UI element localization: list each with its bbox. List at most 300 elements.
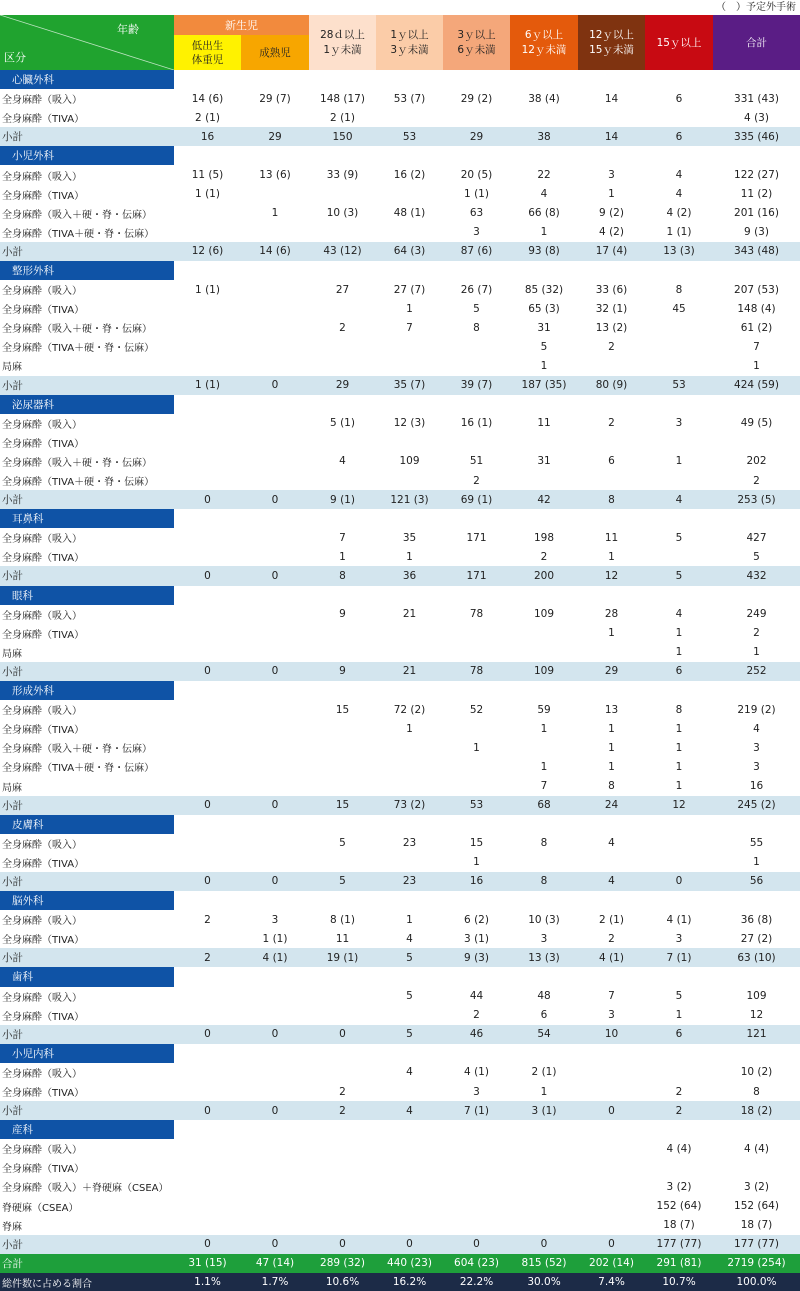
subtotal-row	[0, 376, 800, 395]
subtotal-cell: 93 (8)	[510, 242, 578, 261]
subtotal-cell: 14 (6)	[241, 242, 309, 261]
case-count-cell: 3	[608, 1009, 615, 1022]
case-count-cell: 11 (2)	[740, 188, 773, 201]
anesthesia-type-label: 全身麻酔（吸入＋硬・脊・伝麻）	[2, 744, 152, 756]
case-count-cell	[309, 1197, 376, 1216]
subtotal-cell: 0	[174, 1025, 241, 1044]
case-count-cell: 29 (2)	[460, 92, 493, 105]
department-name: 小児内科	[0, 1044, 174, 1063]
case-count-cell: 2	[339, 321, 346, 334]
table-row	[0, 433, 800, 452]
case-count-cell	[174, 1216, 241, 1235]
anesthesia-type-label: 全身麻酔（吸入）	[2, 1068, 82, 1080]
case-count-cell	[376, 433, 443, 452]
case-count-cell: 9 (2)	[599, 207, 624, 220]
case-count-cell: 9	[339, 608, 346, 621]
case-count-cell	[578, 108, 645, 127]
table-row	[0, 987, 800, 1006]
case-count-cell	[376, 108, 443, 127]
table-row	[0, 471, 800, 490]
ratio-cell: 10.7%	[645, 1273, 713, 1291]
case-count-cell: 35	[402, 531, 417, 544]
department-header-row	[0, 586, 800, 605]
subtotal-row	[0, 1025, 800, 1044]
case-count-cell: 20 (5)	[460, 169, 493, 182]
case-count-cell	[510, 471, 578, 490]
grand-total-cell: 2719 (254)	[713, 1254, 800, 1273]
case-count-cell	[578, 1139, 645, 1158]
case-count-cell: 2	[608, 417, 615, 430]
case-count-cell: 2 (1)	[531, 1066, 557, 1079]
ratio-cell: 7.4%	[578, 1273, 645, 1291]
subtotal-cell: 121	[713, 1025, 800, 1044]
case-count-cell	[174, 452, 241, 471]
case-count-cell: 4 (3)	[744, 111, 769, 124]
case-count-cell: 219 (2)	[737, 703, 776, 716]
case-count-cell: 1	[675, 760, 683, 773]
subtotal-cell: 0	[174, 1101, 241, 1120]
department-header-row	[0, 70, 800, 89]
case-count-cell	[376, 337, 443, 356]
case-count-cell: 6 (2)	[464, 913, 489, 926]
case-count-cell: 1	[540, 722, 548, 735]
subtotal-cell: 63 (10)	[713, 948, 800, 967]
anesthesia-type-label: 局麻	[2, 782, 22, 794]
subtotal-cell: 1 (1)	[174, 376, 241, 395]
case-count-cell: 8	[753, 1085, 760, 1098]
case-count-cell: 109	[746, 990, 767, 1003]
case-count-cell: 1	[540, 1085, 548, 1098]
table-row	[0, 1082, 800, 1101]
subtotal-cell: 12 (6)	[174, 242, 241, 261]
case-count-cell: 52	[469, 703, 484, 716]
department-header-row	[0, 509, 800, 528]
case-count-cell	[174, 414, 241, 433]
case-count-cell: 4 (2)	[666, 207, 692, 220]
case-count-cell: 36 (8)	[740, 913, 773, 926]
subtotal-cell: 200	[510, 566, 578, 585]
case-count-cell: 55	[749, 837, 764, 850]
case-count-cell	[174, 1177, 241, 1196]
case-count-cell: 4 (4)	[666, 1142, 692, 1155]
subtotal-cell: 150	[309, 127, 376, 146]
subtotal-cell: 8	[578, 490, 645, 509]
department-header-spacer	[174, 891, 800, 910]
case-count-cell	[376, 223, 443, 242]
subtotal-cell: 9 (3)	[443, 948, 510, 967]
unplanned-surgery-note: （ ）予定外手術	[716, 2, 796, 13]
case-count-cell: 2	[608, 340, 615, 353]
subtotal-cell: 2	[309, 1101, 376, 1120]
age-group-header-line1: 3ｙ以上	[457, 28, 496, 41]
subtotal-cell: 0	[241, 1101, 309, 1120]
age-group-header-line1: 6ｙ以上	[524, 28, 564, 41]
case-count-cell	[376, 471, 443, 490]
case-count-cell: 1	[608, 627, 615, 640]
anesthesia-type-label: 全身麻酔（TIVA＋硬・脊・伝麻）	[2, 763, 155, 775]
case-count-cell: 45	[672, 302, 686, 315]
case-count-cell: 6	[675, 92, 683, 105]
case-count-cell: 3	[473, 226, 480, 239]
subtotal-cell: 9	[309, 662, 376, 681]
anesthesia-type-label: 全身麻酔（吸入）	[2, 839, 82, 851]
case-count-cell	[713, 1158, 800, 1177]
case-count-cell: 4	[406, 932, 413, 945]
age-group-header-line2: 12ｙ未満	[521, 43, 567, 56]
table-row	[0, 547, 800, 566]
case-count-cell: 3	[271, 913, 279, 926]
subtotal-cell: 12	[645, 796, 713, 815]
anesthesia-type-label: 局麻	[2, 362, 22, 374]
ratio-cell: 100.0%	[713, 1273, 800, 1291]
age-15-over-header: 15ｙ以上	[645, 15, 713, 70]
total-header: 合計	[713, 15, 800, 70]
case-count-cell	[241, 452, 309, 471]
subtotal-cell: 0	[174, 662, 241, 681]
case-count-cell	[376, 1216, 443, 1235]
subtotal-row	[0, 490, 800, 509]
case-count-cell: 61 (2)	[740, 321, 773, 334]
case-count-cell	[376, 738, 443, 757]
department-header-spacer	[174, 681, 800, 700]
anesthesia-type-label: 全身麻酔（TIVA）	[2, 858, 85, 870]
case-count-cell: 1	[675, 722, 683, 735]
case-count-cell: 63	[469, 207, 484, 220]
age-group-header-line1: 12ｙ以上	[589, 28, 634, 41]
case-count-cell: 1 (1)	[195, 188, 220, 201]
case-count-cell: 7	[608, 990, 615, 1003]
case-count-cell	[376, 1139, 443, 1158]
subtotal-cell: 12	[578, 566, 645, 585]
case-count-cell: 48	[537, 990, 551, 1003]
case-count-cell: 65 (3)	[528, 302, 560, 315]
department-header-row	[0, 1120, 800, 1139]
case-count-cell: 4	[675, 188, 683, 201]
case-count-cell: 11 (5)	[191, 169, 224, 182]
anesthesia-type-label: 全身麻酔（TIVA）	[2, 725, 85, 737]
table-row	[0, 528, 800, 547]
subtotal-cell: 0	[443, 1235, 510, 1254]
subtotal-cell: 38	[510, 127, 578, 146]
subtotal-cell: 0	[309, 1235, 376, 1254]
anesthesia-type-label: 全身麻酔（吸入）	[2, 706, 82, 718]
subtotal-row	[0, 662, 800, 681]
subtotal-label: 小計	[0, 566, 174, 585]
case-count-cell	[376, 1082, 443, 1101]
case-count-cell	[174, 757, 241, 776]
case-count-cell: 1 (1)	[464, 188, 489, 201]
subtotal-cell: 252	[713, 662, 800, 681]
subtotal-cell: 0	[376, 1235, 443, 1254]
category-header-label: 区分	[4, 51, 26, 64]
age-group-header-line2: 6ｙ未満	[457, 43, 496, 56]
case-count-cell: 249	[746, 608, 767, 621]
table-row	[0, 165, 800, 184]
case-count-cell	[578, 356, 645, 375]
department-name: 泌尿器科	[0, 395, 174, 414]
case-count-cell: 1	[753, 359, 760, 372]
subtotal-cell: 15	[309, 796, 376, 815]
case-count-cell: 3	[675, 417, 683, 430]
case-count-cell: 32 (1)	[595, 302, 628, 315]
case-count-cell: 152 (64)	[656, 1200, 702, 1213]
case-count-cell	[578, 1197, 645, 1216]
table-row	[0, 643, 800, 662]
case-count-cell: 5	[675, 531, 683, 544]
table-row	[0, 204, 800, 223]
case-count-cell: 4	[540, 188, 548, 201]
table-row	[0, 89, 800, 108]
case-count-cell: 8	[675, 283, 683, 296]
case-count-cell	[241, 624, 309, 643]
case-count-cell	[241, 700, 309, 719]
case-count-cell	[309, 337, 376, 356]
case-count-cell	[443, 776, 510, 795]
case-count-cell: 3	[540, 932, 548, 945]
anesthesia-type-label: 脊硬麻（CSEA）	[2, 1202, 79, 1214]
case-count-cell	[309, 471, 376, 490]
case-count-cell	[376, 624, 443, 643]
case-count-cell	[309, 853, 376, 872]
subtotal-cell: 4	[578, 872, 645, 891]
case-count-cell: 85 (32)	[524, 283, 564, 296]
case-count-cell: 3 (2)	[666, 1180, 692, 1193]
subtotal-cell: 0	[241, 376, 309, 395]
case-count-cell	[376, 643, 443, 662]
case-count-cell	[241, 776, 309, 795]
case-count-cell: 10 (2)	[740, 1066, 773, 1079]
subtotal-label: 小計	[0, 242, 174, 261]
case-count-cell: 7	[540, 780, 548, 793]
subtotal-cell: 87 (6)	[443, 242, 510, 261]
subtotal-cell: 343 (48)	[713, 242, 800, 261]
subtotal-cell: 121 (3)	[376, 490, 443, 509]
case-count-cell: 4	[675, 608, 683, 621]
diagonal-divider-icon	[0, 15, 174, 70]
subtotal-cell: 0	[174, 566, 241, 585]
case-count-cell	[443, 757, 510, 776]
case-count-cell	[376, 1158, 443, 1177]
case-count-cell: 1	[608, 722, 615, 735]
grand-total-cell: 440 (23)	[376, 1254, 443, 1273]
subtotal-row	[0, 948, 800, 967]
case-count-cell	[309, 299, 376, 318]
case-count-cell	[309, 1139, 376, 1158]
ratio-cell: 1.1%	[174, 1273, 241, 1291]
case-count-cell	[309, 185, 376, 204]
case-count-cell: 1	[608, 188, 615, 201]
low-birth-weight-line1: 低出生	[191, 39, 224, 52]
case-count-cell	[443, 1158, 510, 1177]
case-count-cell	[645, 834, 713, 853]
ratio-label: 総件数に占める割合	[0, 1273, 174, 1291]
department-header-spacer	[174, 395, 800, 414]
case-count-cell	[174, 738, 241, 757]
subtotal-cell: 0	[241, 1235, 309, 1254]
case-count-cell: 1	[339, 550, 346, 563]
table-row	[0, 776, 800, 795]
anesthesia-type-label: 全身麻酔（TIVA）	[2, 305, 85, 317]
case-count-cell: 8	[675, 703, 683, 716]
department-header-row	[0, 146, 800, 165]
subtotal-cell: 7 (1)	[645, 948, 713, 967]
age-group-header-line2: 15ｙ未満	[589, 43, 634, 56]
case-count-cell	[309, 987, 376, 1006]
case-count-cell	[241, 853, 309, 872]
case-count-cell	[241, 757, 309, 776]
case-count-cell: 148 (4)	[737, 302, 776, 315]
subtotal-cell: 7 (1)	[443, 1101, 510, 1120]
case-count-cell	[241, 471, 309, 490]
case-count-cell	[309, 1158, 376, 1177]
case-count-cell	[241, 337, 309, 356]
case-count-cell	[241, 1216, 309, 1235]
case-count-cell: 1	[753, 856, 760, 869]
ratio-cell: 30.0%	[510, 1273, 578, 1291]
subtotal-cell: 64 (3)	[376, 242, 443, 261]
case-count-cell	[645, 471, 713, 490]
case-count-cell	[443, 643, 510, 662]
subtotal-cell: 4	[376, 1101, 443, 1120]
case-count-cell	[510, 1216, 578, 1235]
case-count-cell	[578, 853, 645, 872]
subtotal-cell: 18 (2)	[713, 1101, 800, 1120]
subtotal-label: 小計	[0, 376, 174, 395]
subtotal-cell: 0	[241, 662, 309, 681]
case-count-cell	[174, 1197, 241, 1216]
case-count-cell: 198	[533, 531, 555, 544]
case-count-cell	[174, 433, 241, 452]
subtotal-cell: 0	[578, 1101, 645, 1120]
subtotal-cell: 21	[376, 662, 443, 681]
case-count-cell: 11	[335, 932, 350, 945]
subtotal-cell: 53	[645, 376, 713, 395]
case-count-cell: 10 (3)	[326, 207, 359, 220]
case-count-cell	[241, 318, 309, 337]
case-count-cell	[241, 433, 309, 452]
case-count-cell: 29 (7)	[259, 92, 291, 105]
case-count-cell	[241, 1006, 309, 1025]
case-count-cell	[645, 433, 713, 452]
case-count-cell	[578, 1177, 645, 1196]
age-group-header-line2: 1ｙ未満	[323, 43, 362, 56]
table-row	[0, 1216, 800, 1235]
subtotal-label: 小計	[0, 872, 174, 891]
subtotal-cell: 6	[645, 127, 713, 146]
case-count-cell: 13 (6)	[259, 169, 291, 182]
case-count-cell	[443, 1177, 510, 1196]
case-count-cell: 28	[604, 608, 619, 621]
case-count-cell: 5 (1)	[330, 417, 355, 430]
department-header-spacer	[174, 586, 800, 605]
case-count-cell: 10 (3)	[528, 913, 560, 926]
case-count-cell: 1	[608, 550, 615, 563]
case-count-cell: 331 (43)	[734, 92, 779, 105]
department-name: 産科	[0, 1120, 174, 1139]
case-count-cell: 8 (1)	[330, 913, 355, 926]
case-count-cell	[174, 929, 241, 948]
subtotal-row	[0, 796, 800, 815]
anesthesia-type-label: 全身麻酔（TIVA）	[2, 553, 85, 565]
case-count-cell	[241, 605, 309, 624]
case-count-cell: 11	[537, 417, 551, 430]
case-count-cell	[174, 471, 241, 490]
case-count-cell	[241, 108, 309, 127]
department-header-spacer	[174, 509, 800, 528]
case-count-cell: 3	[473, 1085, 480, 1098]
case-count-cell: 27 (2)	[740, 932, 773, 945]
grand-total-row	[0, 1254, 800, 1273]
case-count-cell: 427	[746, 531, 767, 544]
case-count-cell: 2	[753, 474, 760, 487]
case-count-cell: 4	[608, 837, 615, 850]
ratio-cell: 1.7%	[241, 1273, 309, 1291]
case-count-cell	[241, 280, 309, 299]
table-row	[0, 738, 800, 757]
subtotal-cell: 73 (2)	[376, 796, 443, 815]
subtotal-cell: 0	[241, 872, 309, 891]
subtotal-cell: 54	[510, 1025, 578, 1044]
case-count-cell: 4 (1)	[464, 1066, 489, 1079]
case-count-cell	[645, 337, 713, 356]
subtotal-cell: 0	[241, 566, 309, 585]
case-count-cell: 51	[469, 455, 484, 468]
case-count-cell: 148 (17)	[320, 92, 365, 105]
case-count-cell: 18 (7)	[740, 1219, 773, 1232]
case-count-cell	[645, 1063, 713, 1082]
case-count-cell: 4 (1)	[666, 913, 692, 926]
case-count-cell: 8	[473, 321, 480, 334]
subtotal-row	[0, 872, 800, 891]
case-count-cell	[443, 1139, 510, 1158]
ratio-cell: 16.2%	[376, 1273, 443, 1291]
subtotal-cell: 35 (7)	[376, 376, 443, 395]
anesthesia-type-label: 全身麻酔（吸入）	[2, 610, 82, 622]
subtotal-cell: 5	[309, 872, 376, 891]
department-header-spacer	[174, 1120, 800, 1139]
subtotal-cell: 0	[241, 796, 309, 815]
case-count-cell	[174, 318, 241, 337]
case-count-cell: 31	[537, 455, 551, 468]
subtotal-cell: 53	[376, 127, 443, 146]
case-count-cell	[376, 1177, 443, 1196]
case-count-cell	[578, 1158, 645, 1177]
subtotal-label: 小計	[0, 796, 174, 815]
case-count-cell	[309, 1006, 376, 1025]
case-count-cell: 16 (2)	[393, 169, 426, 182]
case-count-cell: 1	[271, 207, 279, 220]
mature-infant-header: 成熟児	[241, 35, 309, 70]
case-count-cell	[309, 643, 376, 662]
case-count-cell	[443, 433, 510, 452]
case-count-cell: 31	[537, 321, 551, 334]
subtotal-cell: 3 (1)	[510, 1101, 578, 1120]
case-count-cell	[241, 834, 309, 853]
table-row	[0, 757, 800, 776]
subtotal-cell: 6	[645, 1025, 713, 1044]
subtotal-cell: 109	[510, 662, 578, 681]
case-count-cell: 1	[406, 302, 413, 315]
case-count-cell	[713, 433, 800, 452]
subtotal-cell: 39 (7)	[443, 376, 510, 395]
case-count-cell: 3	[675, 932, 683, 945]
age-group-header-line1: 28ｄ以上	[320, 28, 365, 41]
case-count-cell	[174, 204, 241, 223]
case-count-cell	[443, 337, 510, 356]
case-count-cell	[578, 1063, 645, 1082]
case-count-cell	[443, 547, 510, 566]
case-count-cell: 1 (1)	[195, 283, 220, 296]
